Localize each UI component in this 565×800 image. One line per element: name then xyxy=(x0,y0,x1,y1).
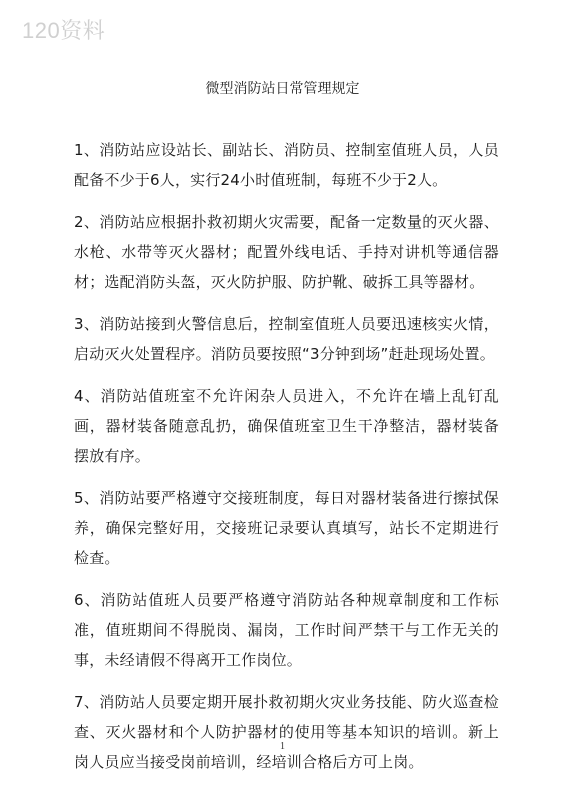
paragraph-item-3: 3、消防站接到火警信息后，控制室值班人员要迅速核实火情，启动灭火处置程序。消防员要按照“3分钟到场”赶赴现场处置。 xyxy=(74,315,499,363)
document-body xyxy=(74,135,499,789)
watermark-logo: 120资料 xyxy=(22,18,106,43)
paragraph-item-4: 4、消防站值班室不允许闲杂人员进入，不允许在墙上乱钉乱画，器材装备随意乱扔，确保值班室卫生干净整洁，器材装备摆放有序。 xyxy=(74,387,499,465)
paragraph-item-7: 7、消防站人员要定期开展扑救初期火灾业务技能、防火巡查检查、灭火器材和个人防护器材的使用等基本知识的培训。新上岗人员应当接受岗前培训，经培训合格后方可上岗。 xyxy=(74,693,499,771)
paragraph-item-1: 1、消防站应设站长、副站长、消防员、控制室值班人员，人员配备不少于6人，实行24小时值班制，每班不少于2人。 xyxy=(74,141,499,189)
paragraph-item-6: 6、消防站值班人员要严格遵守消防站各种规章制度和工作标准，值班期间不得脱岗、漏岗，工作时间严禁干与工作无关的事，未经请假不得离开工作岗位。 xyxy=(74,591,499,669)
paragraph-item-5: 5、消防站要严格遵守交接班制度，每日对器材装备进行擦拭保养，确保完整好用，交接班记录要认真填写，站长不定期进行检查。 xyxy=(74,489,499,567)
page-number: 1 xyxy=(280,741,285,752)
paragraph-item-2: 2、消防站应根据扑救初期火灾需要，配备一定数量的灭火器、水枪、水带等灭火器材；配置外线电话、手持对讲机等通信器材；选配消防头盔，灭火防护服、防护靴、破拆工具等器材。 xyxy=(74,213,499,291)
document-title: 微型消防站日常管理规定 xyxy=(205,81,360,97)
